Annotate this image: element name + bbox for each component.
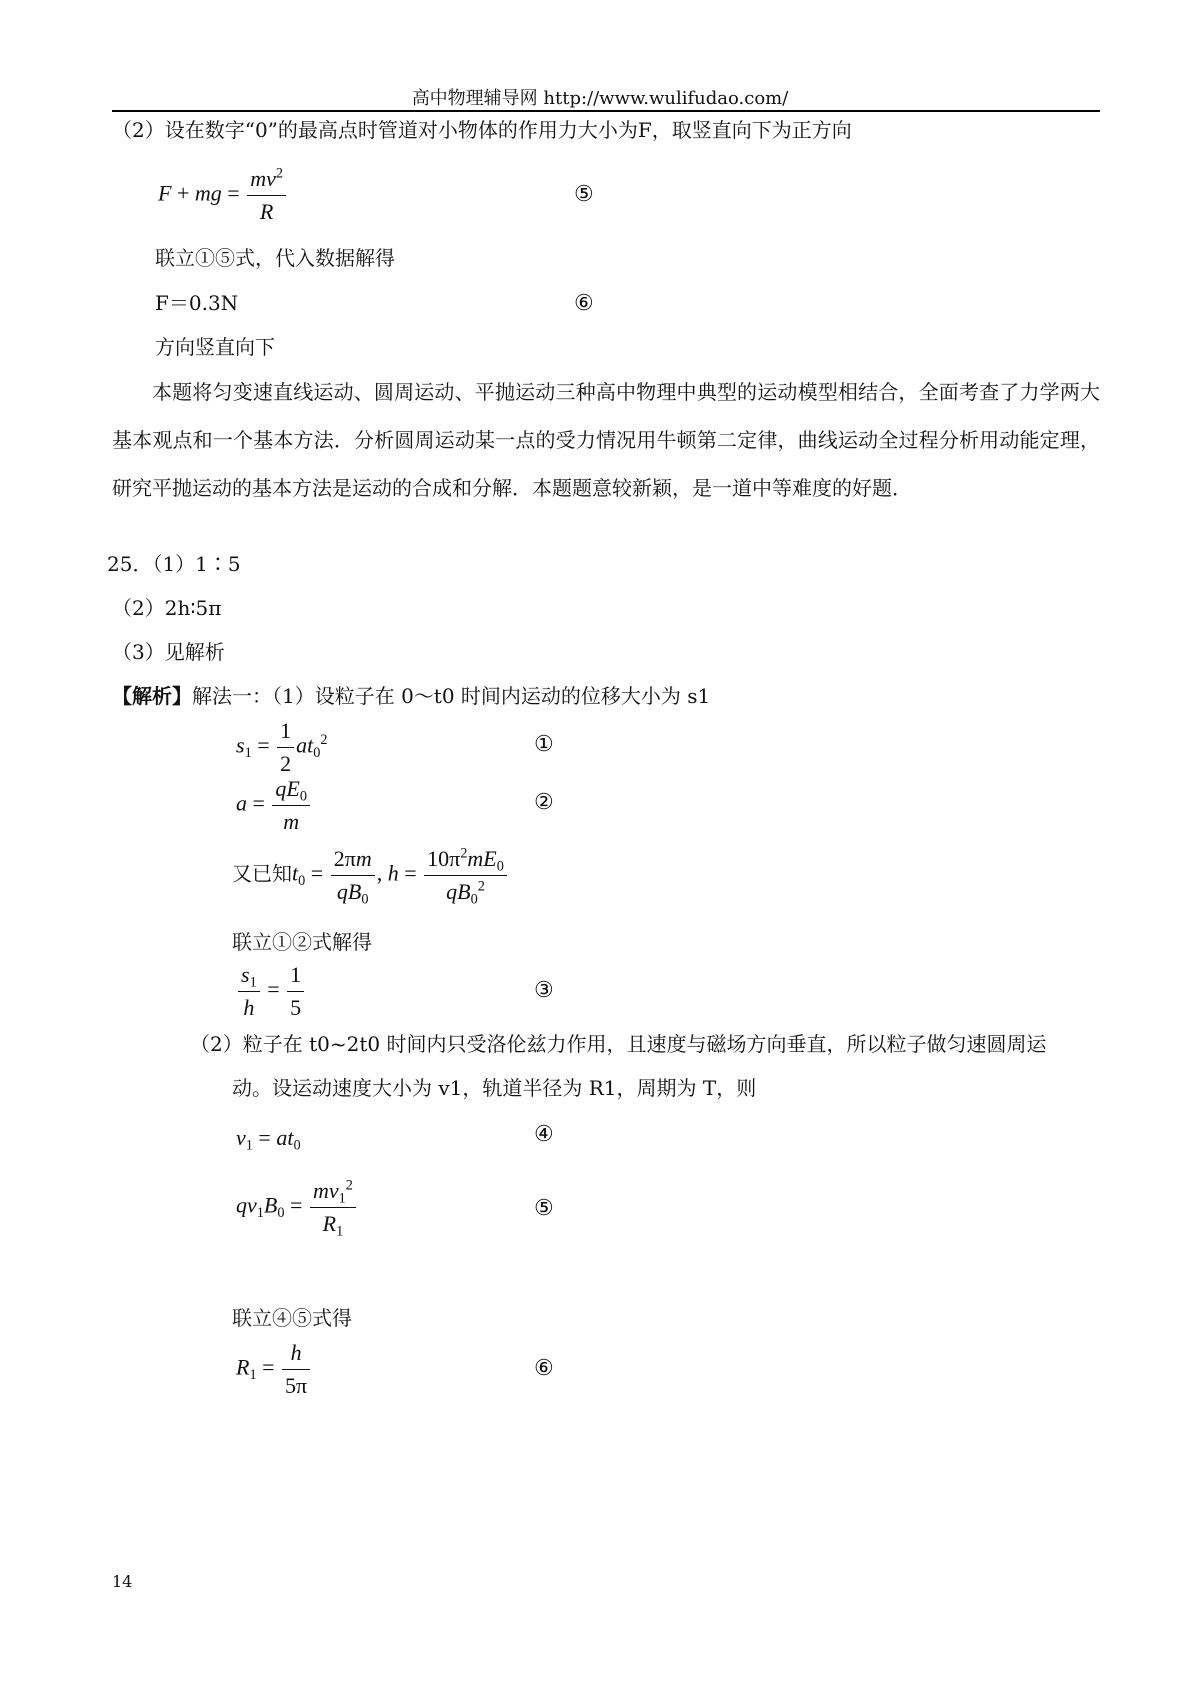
analysis-label: 【解析】	[112, 684, 192, 708]
equation-marker: ⑥	[534, 1356, 554, 1381]
part2-intro: （2）设在数字“0”的最高点时管道对小物体的作用力大小为F，取竖直向下为正方向	[112, 118, 852, 142]
equation-acceleration: a = $\frac{qE_0}{m}$	[236, 776, 312, 835]
equation-lorentz: $qv_1B_0$ = $\frac{mv_1^2}{R_1}$	[236, 1178, 358, 1237]
equation-displacement: $s_1$ = $\frac{1}{2}$ $at_0^2$	[236, 718, 328, 776]
equation-marker: ⑤	[534, 1196, 554, 1221]
page-header: 高中物理辅导网 http://www.wulifudao.com/	[411, 88, 789, 109]
answer-25-1: 25．（1）1∶5	[107, 552, 241, 576]
equation-centripetal-force: F + mg = $\frac{mv^2}{R}$	[158, 166, 288, 225]
part2-text-line1: （2）粒子在 t0~2t0 时间内只受洛伦兹力作用，且速度与磁场方向垂直，所以粒子做匀速圆周运	[190, 1032, 1047, 1056]
combine-text: 联立④⑤式得	[232, 1306, 352, 1330]
direction-text: 方向竖直向下	[155, 335, 275, 359]
equation-ratio: $\frac{s_1}{h}$ = $\frac{1}{5}$	[236, 962, 306, 1021]
equation-marker: ③	[534, 978, 554, 1003]
equation-velocity: $v_1 = at_0$	[236, 1125, 301, 1154]
equation-marker: ⑥	[574, 291, 594, 316]
known-label: 又已知	[232, 863, 292, 886]
equation-marker: ⑤	[574, 182, 594, 207]
answer-25-3: （3）见解析	[112, 640, 225, 664]
page-number: 14	[112, 1572, 133, 1591]
answer-25-2: （2）2h∶5π	[112, 596, 222, 620]
part2-text-line2: 动。设运动速度大小为 v1，轨道半径为 R1，周期为 T，则	[232, 1076, 757, 1100]
force-result: F＝0.3N	[155, 291, 239, 315]
equation-marker: ①	[534, 732, 554, 757]
equation-radius: $R_1$ = $\frac{h}{5\pi}$	[236, 1340, 312, 1399]
combine-text: 联立①⑤式，代入数据解得	[155, 246, 395, 270]
combine-text: 联立①②式解得	[232, 930, 372, 954]
comment-paragraph: 本题将匀变速直线运动、圆周运动、平抛运动三种高中物理中典型的运动模型相结合，全面考查了力学两大基本观点和一个基本方法．分析圆周运动某一点的受力情况用牛顿第二定律，曲线运动全过程分析用动能定理，研究平抛运动的基本方法是运动的合成和分解．本题题意较新颖，是一道中等难度的好题．	[112, 380, 1100, 500]
equation-known: 又已知$t_0$ = $\frac{2\pi m}{qB_0}$ , h = $\frac{10\pi^2mE_0}{qB_0^2}$	[232, 846, 509, 905]
analysis-intro: 解法一：（1）设粒子在 0～t0 时间内运动的位移大小为 s1	[192, 684, 711, 708]
header-rule	[112, 110, 1100, 112]
equation-marker: ④	[534, 1122, 554, 1147]
equation-marker: ②	[534, 790, 554, 815]
